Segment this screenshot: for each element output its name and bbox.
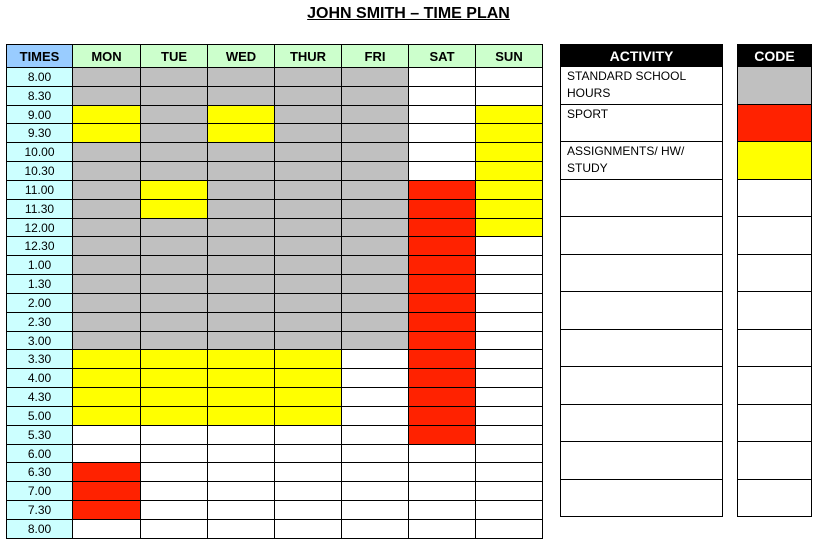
slot-cell — [274, 274, 342, 294]
slot-cell — [408, 425, 476, 445]
slot-cell — [475, 387, 543, 407]
slot-cell — [274, 180, 342, 200]
slot-cell — [475, 199, 543, 219]
time-cell: 11.00 — [6, 180, 73, 200]
slot-cell — [72, 462, 141, 482]
slot-cell — [274, 406, 342, 426]
slot-cell — [341, 462, 409, 482]
day-header: SAT — [408, 44, 476, 68]
slot-cell — [274, 481, 342, 501]
code-row-empty — [737, 179, 812, 218]
day-header: FRI — [341, 44, 409, 68]
slot-cell — [140, 161, 208, 181]
slot-cell — [140, 425, 208, 445]
slot-cell — [408, 255, 476, 275]
slot-cell — [207, 236, 275, 256]
activity-label: STUDY — [567, 161, 608, 175]
day-header: THUR — [274, 44, 342, 68]
slot-cell — [408, 218, 476, 238]
time-cell: 9.30 — [6, 123, 73, 143]
slot-cell — [207, 274, 275, 294]
slot-cell — [274, 255, 342, 275]
slot-cell — [274, 142, 342, 162]
slot-cell — [341, 349, 409, 369]
slot-cell — [475, 255, 543, 275]
timetable-grid — [6, 44, 546, 538]
time-cell: 12.00 — [6, 218, 73, 238]
slot-cell — [72, 444, 141, 464]
slot-cell — [408, 444, 476, 464]
slot-cell — [408, 519, 476, 539]
code-row-empty — [737, 216, 812, 255]
slot-cell — [72, 274, 141, 294]
time-cell: 7.30 — [6, 500, 73, 520]
slot-cell — [475, 67, 543, 87]
slot-cell — [140, 105, 208, 125]
slot-cell — [408, 481, 476, 501]
time-cell: 9.00 — [6, 105, 73, 125]
slot-cell — [341, 255, 409, 275]
slot-cell — [72, 406, 141, 426]
day-header: TUE — [140, 44, 208, 68]
slot-cell — [140, 199, 208, 219]
slot-cell — [274, 331, 342, 351]
code-row-empty — [737, 479, 812, 518]
slot-cell — [140, 387, 208, 407]
slot-cell — [475, 105, 543, 125]
slot-cell — [341, 218, 409, 238]
slot-cell — [140, 218, 208, 238]
slot-cell — [341, 142, 409, 162]
time-cell: 1.00 — [6, 255, 73, 275]
slot-cell — [475, 293, 543, 313]
slot-cell — [408, 180, 476, 200]
slot-cell — [207, 519, 275, 539]
slot-cell — [475, 406, 543, 426]
slot-cell — [207, 86, 275, 106]
slot-cell — [72, 293, 141, 313]
time-cell: 7.00 — [6, 481, 73, 501]
slot-cell — [475, 368, 543, 388]
activity-header: ACTIVITY — [560, 44, 723, 67]
time-cell: 12.30 — [6, 236, 73, 256]
time-cell: 10.30 — [6, 161, 73, 181]
slot-cell — [475, 142, 543, 162]
slot-cell — [207, 180, 275, 200]
slot-cell — [207, 255, 275, 275]
slot-cell — [408, 123, 476, 143]
activity-row-empty — [560, 254, 723, 293]
slot-cell — [341, 519, 409, 539]
slot-cell — [408, 142, 476, 162]
time-cell: 8.00 — [6, 67, 73, 87]
slot-cell — [72, 368, 141, 388]
slot-cell — [207, 312, 275, 332]
slot-cell — [274, 123, 342, 143]
slot-cell — [274, 86, 342, 106]
time-cell: 2.30 — [6, 312, 73, 332]
slot-cell — [72, 142, 141, 162]
slot-cell — [72, 105, 141, 125]
slot-cell — [475, 462, 543, 482]
slot-cell — [408, 293, 476, 313]
activity-row-empty — [560, 479, 723, 518]
slot-cell — [140, 142, 208, 162]
time-cell: 3.30 — [6, 349, 73, 369]
slot-cell — [140, 236, 208, 256]
slot-cell — [475, 312, 543, 332]
slot-cell — [274, 444, 342, 464]
slot-cell — [341, 481, 409, 501]
time-cell: 10.00 — [6, 142, 73, 162]
activity-label: SPORT — [567, 106, 609, 121]
slot-cell — [274, 387, 342, 407]
code-row-empty — [737, 254, 812, 293]
slot-cell — [274, 218, 342, 238]
activity-row-empty — [560, 329, 723, 368]
slot-cell — [475, 274, 543, 294]
activity-label: STANDARD SCHOOL — [567, 69, 687, 83]
slot-cell — [408, 462, 476, 482]
slot-cell — [72, 500, 141, 520]
slot-cell — [475, 161, 543, 181]
slot-cell — [274, 199, 342, 219]
slot-cell — [72, 86, 141, 106]
slot-cell — [408, 161, 476, 181]
slot-cell — [72, 180, 141, 200]
code-row-empty — [737, 404, 812, 443]
code-swatch-sport — [737, 104, 812, 143]
slot-cell — [207, 199, 275, 219]
slot-cell — [341, 236, 409, 256]
time-cell: 5.00 — [6, 406, 73, 426]
time-cell: 4.30 — [6, 387, 73, 407]
slot-cell — [274, 349, 342, 369]
slot-cell — [408, 312, 476, 332]
slot-cell — [207, 462, 275, 482]
slot-cell — [408, 105, 476, 125]
activity-row — [560, 66, 723, 105]
slot-cell — [207, 406, 275, 426]
slot-cell — [341, 368, 409, 388]
slot-cell — [408, 236, 476, 256]
slot-cell — [341, 86, 409, 106]
activity-row-empty — [560, 404, 723, 443]
activity-row-empty — [560, 441, 723, 480]
day-header: MON — [72, 44, 141, 68]
time-cell: 8.30 — [6, 86, 73, 106]
activity-row-empty — [560, 366, 723, 405]
slot-cell — [72, 425, 141, 445]
slot-cell — [207, 387, 275, 407]
slot-cell — [274, 293, 342, 313]
activity-row-empty — [560, 179, 723, 218]
time-cell: 11.30 — [6, 199, 73, 219]
code-row-empty — [737, 366, 812, 405]
slot-cell — [140, 500, 208, 520]
time-cell: 8.00 — [6, 519, 73, 539]
slot-cell — [207, 218, 275, 238]
activity-row-empty — [560, 216, 723, 255]
slot-cell — [140, 67, 208, 87]
slot-cell — [140, 86, 208, 106]
code-swatch-school — [737, 66, 812, 105]
slot-cell — [274, 236, 342, 256]
times-header: TIMES — [6, 44, 73, 68]
slot-cell — [341, 161, 409, 181]
slot-cell — [207, 293, 275, 313]
slot-cell — [274, 161, 342, 181]
slot-cell — [475, 86, 543, 106]
slot-cell — [207, 444, 275, 464]
slot-cell — [274, 368, 342, 388]
slot-cell — [72, 312, 141, 332]
slot-cell — [408, 86, 476, 106]
activity-row-empty — [560, 291, 723, 330]
slot-cell — [72, 331, 141, 351]
code-legend — [737, 44, 812, 538]
slot-cell — [408, 331, 476, 351]
slot-cell — [274, 312, 342, 332]
slot-cell — [140, 519, 208, 539]
slot-cell — [274, 425, 342, 445]
slot-cell — [341, 387, 409, 407]
time-cell: 6.30 — [6, 462, 73, 482]
slot-cell — [274, 67, 342, 87]
slot-cell — [207, 67, 275, 87]
slot-cell — [341, 312, 409, 332]
activity-legend — [560, 44, 723, 538]
time-cell: 4.00 — [6, 368, 73, 388]
slot-cell — [140, 481, 208, 501]
slot-cell — [274, 462, 342, 482]
time-cell: 6.00 — [6, 444, 73, 464]
time-cell: 1.30 — [6, 274, 73, 294]
slot-cell — [274, 500, 342, 520]
slot-cell — [341, 406, 409, 426]
time-cell: 2.00 — [6, 293, 73, 313]
slot-cell — [408, 406, 476, 426]
slot-cell — [475, 180, 543, 200]
slot-cell — [207, 481, 275, 501]
slot-cell — [140, 274, 208, 294]
slot-cell — [72, 349, 141, 369]
slot-cell — [341, 180, 409, 200]
slot-cell — [207, 142, 275, 162]
slot-cell — [408, 368, 476, 388]
time-cell: 5.30 — [6, 425, 73, 445]
slot-cell — [475, 331, 543, 351]
slot-cell — [207, 331, 275, 351]
slot-cell — [341, 444, 409, 464]
slot-cell — [140, 312, 208, 332]
slot-cell — [140, 331, 208, 351]
slot-cell — [72, 161, 141, 181]
slot-cell — [140, 255, 208, 275]
slot-cell — [140, 368, 208, 388]
slot-cell — [72, 218, 141, 238]
slot-cell — [408, 387, 476, 407]
slot-cell — [341, 500, 409, 520]
slot-cell — [341, 274, 409, 294]
slot-cell — [140, 293, 208, 313]
slot-cell — [72, 123, 141, 143]
slot-cell — [72, 481, 141, 501]
slot-cell — [207, 349, 275, 369]
slot-cell — [408, 274, 476, 294]
slot-cell — [72, 255, 141, 275]
slot-cell — [140, 406, 208, 426]
slot-cell — [207, 368, 275, 388]
slot-cell — [140, 462, 208, 482]
slot-cell — [408, 500, 476, 520]
code-swatch-study — [737, 141, 812, 180]
slot-cell — [475, 349, 543, 369]
slot-cell — [475, 425, 543, 445]
slot-cell — [207, 500, 275, 520]
slot-cell — [140, 444, 208, 464]
slot-cell — [475, 218, 543, 238]
slot-cell — [341, 293, 409, 313]
slot-cell — [274, 105, 342, 125]
slot-cell — [72, 67, 141, 87]
slot-cell — [341, 425, 409, 445]
slot-cell — [207, 425, 275, 445]
slot-cell — [207, 123, 275, 143]
slot-cell — [72, 199, 141, 219]
page-title: JOHN SMITH – TIME PLAN — [307, 5, 510, 22]
activity-row — [560, 104, 723, 143]
slot-cell — [341, 199, 409, 219]
slot-cell — [341, 331, 409, 351]
slot-cell — [475, 123, 543, 143]
slot-cell — [475, 444, 543, 464]
slot-cell — [72, 519, 141, 539]
code-row-empty — [737, 329, 812, 368]
slot-cell — [475, 236, 543, 256]
slot-cell — [72, 236, 141, 256]
slot-cell — [475, 519, 543, 539]
slot-cell — [341, 123, 409, 143]
slot-cell — [408, 67, 476, 87]
day-header: SUN — [475, 44, 543, 68]
slot-cell — [140, 180, 208, 200]
slot-cell — [207, 105, 275, 125]
slot-cell — [408, 199, 476, 219]
slot-cell — [341, 67, 409, 87]
time-cell: 3.00 — [6, 331, 73, 351]
code-row-empty — [737, 441, 812, 480]
slot-cell — [140, 349, 208, 369]
code-header: CODE — [737, 44, 812, 67]
slot-cell — [408, 349, 476, 369]
day-header: WED — [207, 44, 275, 68]
activity-label: ASSIGNMENTS/ HW/ — [567, 144, 685, 158]
slot-cell — [140, 123, 208, 143]
activity-label: HOURS — [567, 86, 611, 100]
activity-row — [560, 141, 723, 180]
slot-cell — [475, 481, 543, 501]
slot-cell — [207, 161, 275, 181]
slot-cell — [475, 500, 543, 520]
slot-cell — [274, 519, 342, 539]
slot-cell — [341, 105, 409, 125]
code-row-empty — [737, 291, 812, 330]
slot-cell — [72, 387, 141, 407]
